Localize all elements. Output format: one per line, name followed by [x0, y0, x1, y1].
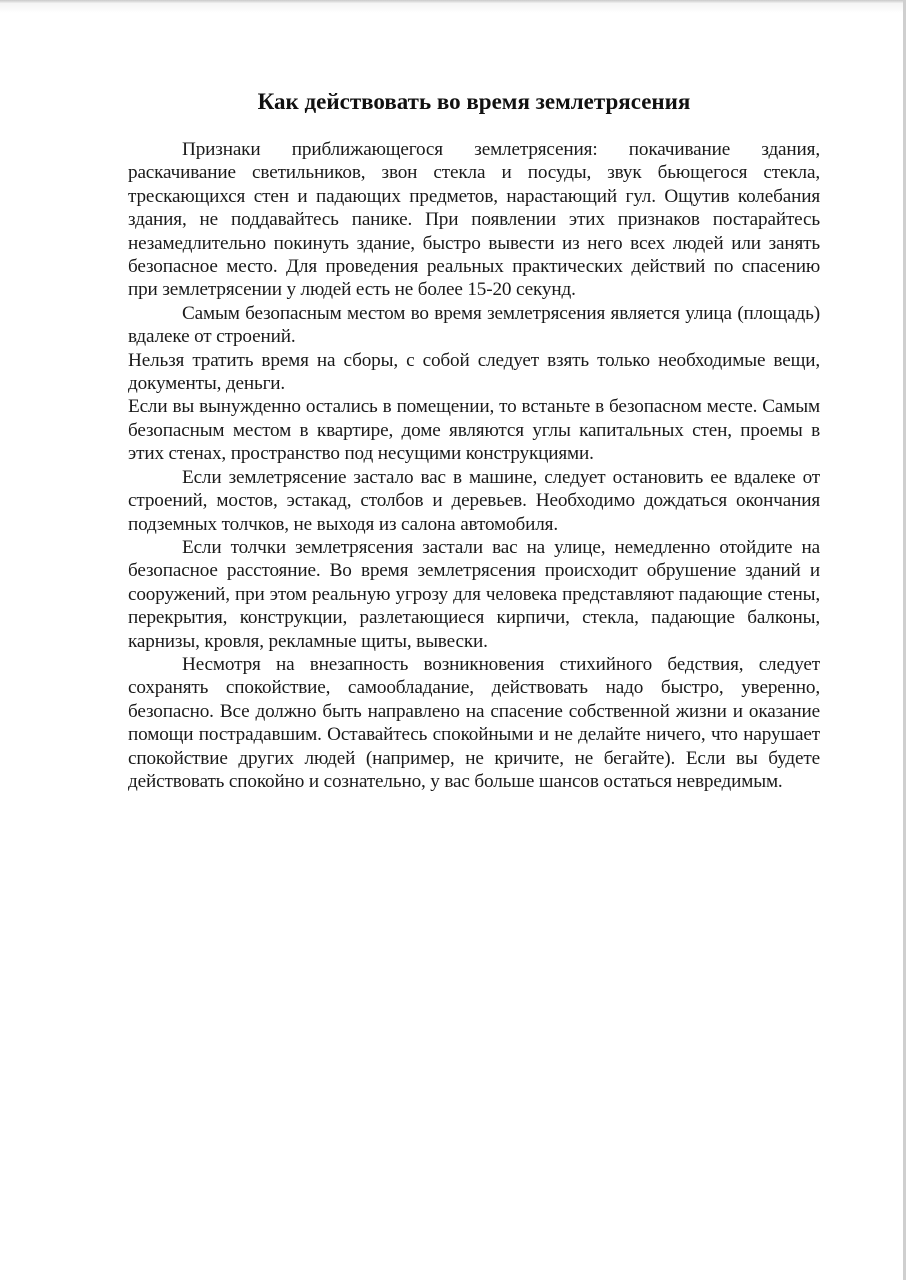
paragraph-stay-calm: Несмотря на внезапность возникновения стихийного бедствия, следует сохранять спокойствие, самообладание, действовать надо быстро, уверенно, безопасно. Все должно быть направлено на спасение собственной жизни и оказание помощи пострадавшим. Оставайтесь спокойными и не делайте ничего, что нарушает спокойствие других людей (например, не кричите, не бегайте). Если вы будете действовать спокойно и сознательно, у вас больше шансов остаться невредимым. [128, 653, 820, 792]
paragraph-safest-place: Самым безопасным местом во время землетрясения является улица (площадь) вдалеке от строений. [128, 302, 820, 348]
document-title: Как действовать во время землетрясения [257, 89, 691, 114]
paragraph-indoors: Если вы вынужденно остались в помещении, то встаньте в безопасном месте. Самым безопасным местом в квартире, доме являются углы капитальных стен, проемы в этих стенах, пространство под несущими конструкциями. [128, 396, 820, 465]
page-top-shade [0, 3, 906, 13]
document-page [128, 86, 820, 793]
paragraph-no-time: Нельзя тратить время на сборы, с собой следует взять только необходимые вещи, документы, деньги. [128, 349, 820, 395]
paragraph-in-car: Если землетрясение застало вас в машине, следует остановить ее вдалеке от строений, мостов, эстакад, столбов и деревьев. Необходимо дождаться окончания подземных толчков, не выходя из салона автомобиля. [128, 466, 820, 535]
paragraph-on-street: Если толчки землетрясения застали вас на улице, немедленно отойдите на безопасное расстояние. Во время землетрясения происходит обрушение зданий и сооружений, при этом реальную угрозу для человека представляют падающие стены, перекрытия, конструкции, разлетающиеся кирпичи, стекла, падающие балконы, карнизы, кровля, рекламные щиты, вывески. [128, 536, 820, 652]
paragraph-signs: Признаки приближающегося землетрясения: покачивание здания, раскачивание светильников, звон стекла и посуды, звук бьющегося стекла, трескающихся стен и падающих предметов, нарастающий гул. Ощутив колебания здания, не поддавайтесь панике. При появлении этих признаков постарайтесь незамедлительно покинуть здание, быстро вывести из него всех людей или занять безопасное место. Для проведения реальных практических действий по спасению при землетрясении у людей есть не более 15-20 секунд. [128, 139, 820, 301]
